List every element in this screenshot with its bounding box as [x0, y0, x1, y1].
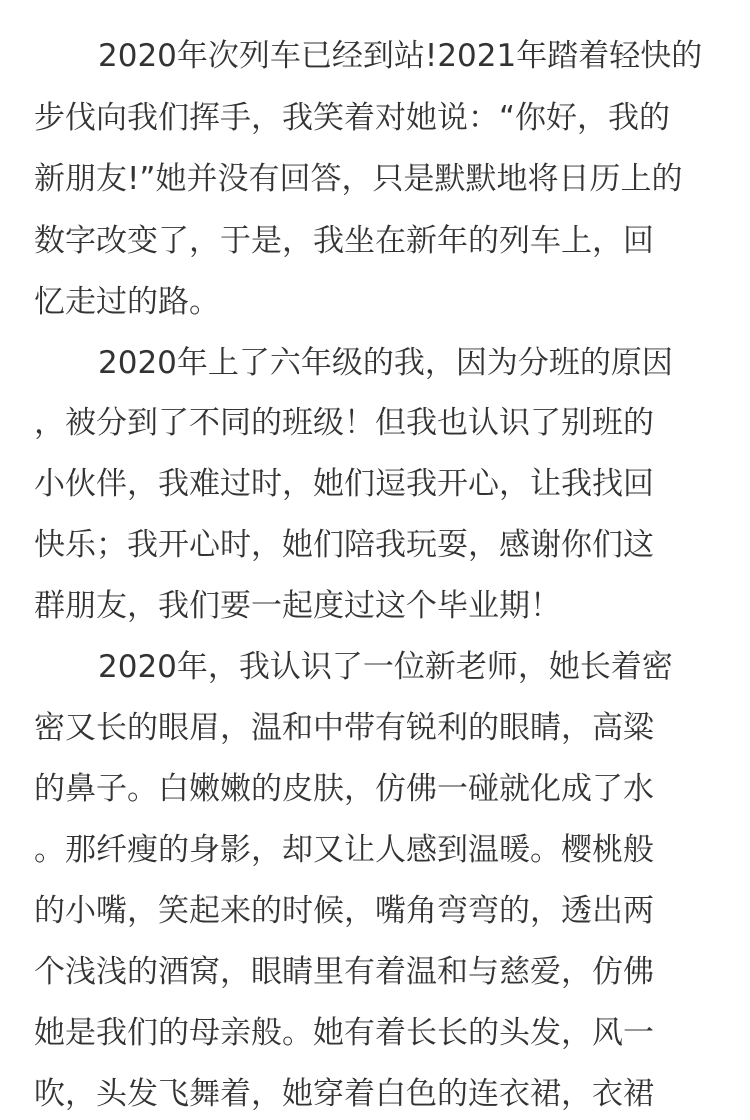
text-line: 2020年次列车已经到站!2021年踏着轻快的 [98, 38, 703, 74]
text-line: 新朋友!”她并没有回答，只是默默地将日历上的 [34, 161, 683, 197]
text-line: 忆走过的路。 [34, 284, 220, 320]
text-line: 数字改变了，于是，我坐在新年的列车上，回 [34, 223, 654, 259]
text-line: 密又长的眼眉，温和中带有锐利的眼睛，高粱 [34, 710, 654, 746]
text-line: 步伐向我们挥手，我笑着对她说：“你好，我的 [34, 100, 671, 136]
text-line: 吹，头发飞舞着，她穿着白色的连衣裙，衣裙 [34, 1076, 654, 1112]
text-line: 小伙伴，我难过时，她们逗我开心，让我找回 [34, 466, 654, 502]
text-line: 。那纤瘦的身影，却又让人感到温暖。樱桃般 [34, 832, 654, 868]
text-line: 快乐；我开心时，她们陪我玩耍，感谢你们这 [34, 527, 654, 563]
text-line: 2020年，我认识了一位新老师，她长着密 [98, 649, 673, 685]
text-line: 群朋友，我们要一起度过这个毕业期！ [34, 588, 561, 624]
text-line: ，被分到了不同的班级！但我也认识了别班的 [34, 405, 654, 441]
text-line: 个浅浅的酒窝，眼睛里有着温和与慈爱，仿佛 [34, 954, 654, 990]
text-line: 的鼻子。白嫩嫩的皮肤，仿佛一碰就化成了水 [34, 771, 654, 807]
text-line: 的小嘴，笑起来的时候，嘴角弯弯的，透出两 [34, 893, 654, 929]
text-line: 她是我们的母亲般。她有着长长的头发，风一 [34, 1015, 654, 1051]
text-line: 2020年上了六年级的我，因为分班的原因 [98, 345, 673, 381]
